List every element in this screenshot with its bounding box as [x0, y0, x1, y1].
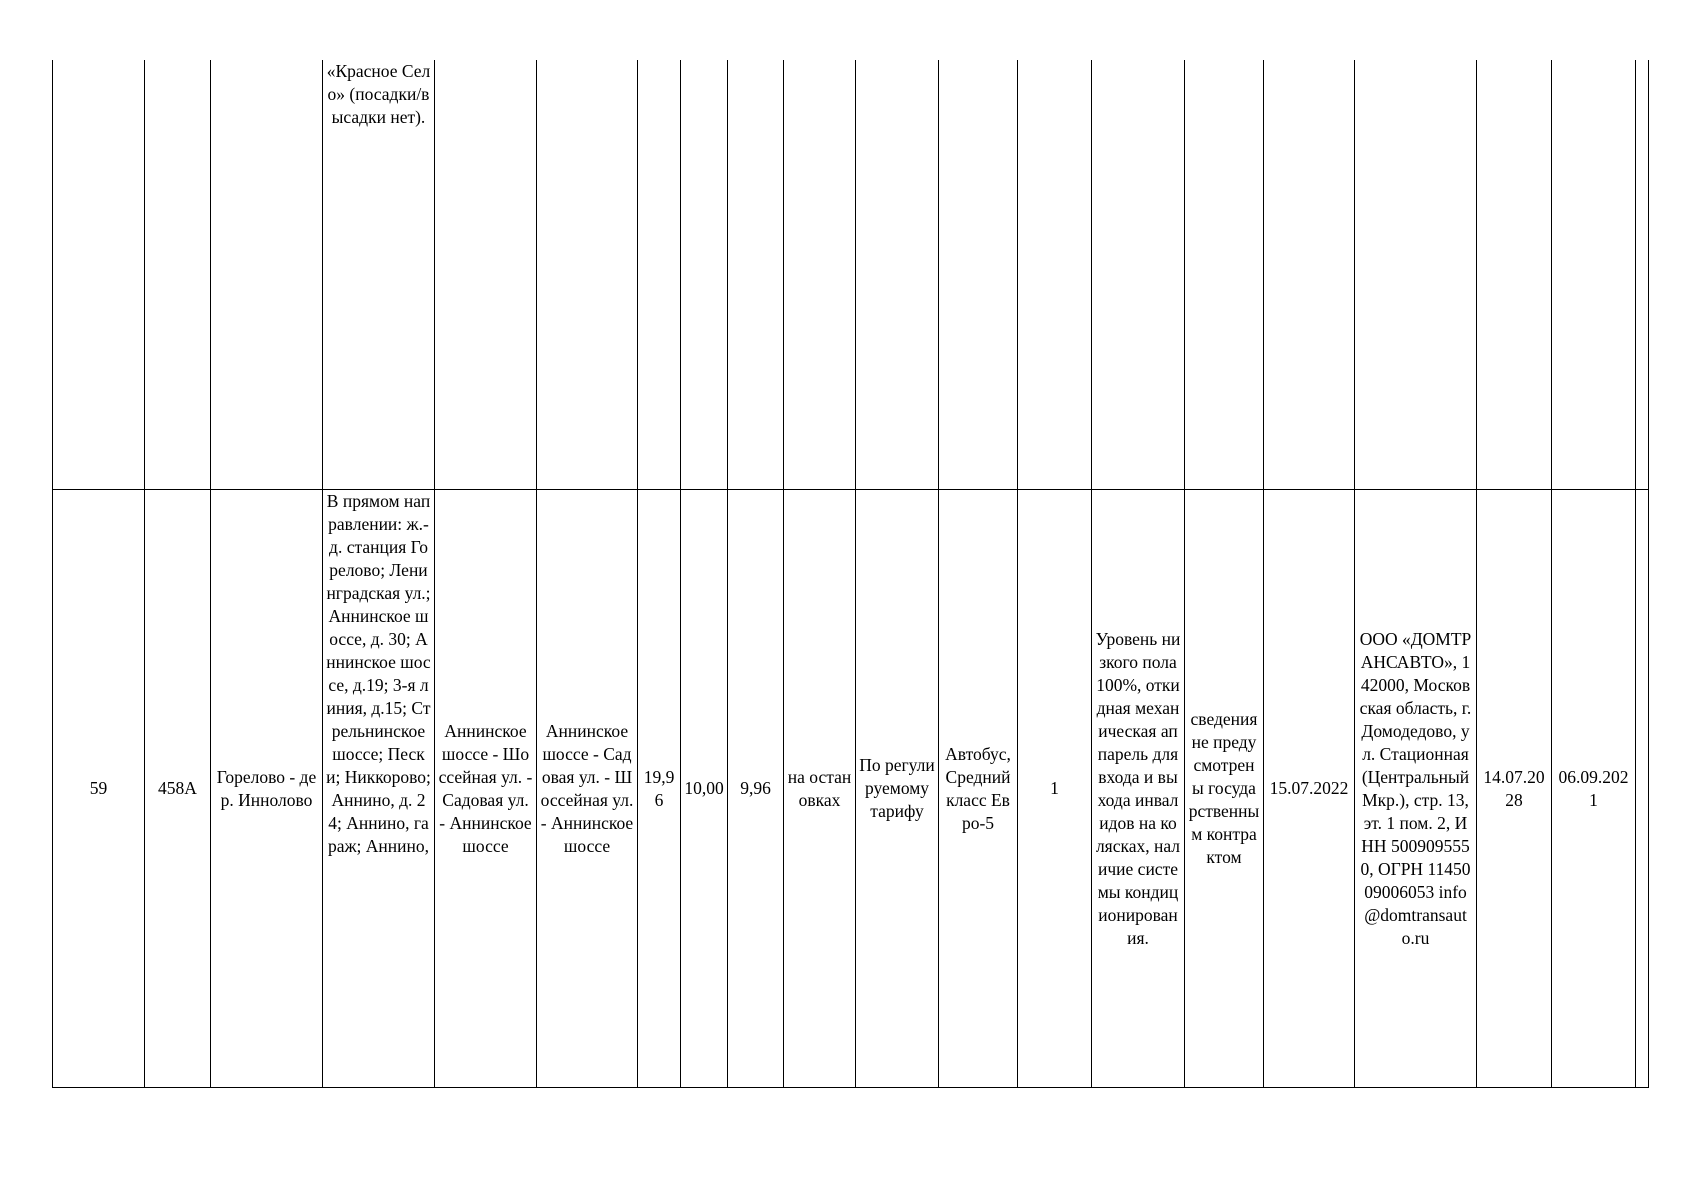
cell-stops: В прямом направлении: ж.-д. станция Горелово; Ленинградская ул.; Аннинское шоссе, д. 30; Аннинское шоссе, д.19; 3-я линия, д.15; Стрельнинское шоссе; Пески; Никкорово; Аннино, д. 24; Аннино, гараж; Аннино,: [323, 490, 435, 1088]
cont-cell-date-end: [1477, 60, 1552, 490]
cont-cell-date-start: [1264, 60, 1355, 490]
route-row-59: [53, 490, 1649, 1088]
cont-cell-streets-backward: [537, 60, 638, 490]
cont-cell-route-no: [145, 60, 211, 490]
cell-date-end: 14.07.2028: [1477, 490, 1552, 1088]
cont-cell-count: [1018, 60, 1092, 490]
cont-cell-date-reg: [1552, 60, 1636, 490]
cont-cell-boarding: [784, 60, 856, 490]
cell-boarding: на остановках: [784, 490, 856, 1088]
cont-cell-carrier: [1355, 60, 1477, 490]
cont-cell-contract: [1185, 60, 1264, 490]
cont-cell-vehicle: [939, 60, 1018, 490]
cont-cell-stops: [323, 60, 435, 490]
continued-row: [53, 60, 1649, 490]
cont-route-text: «Красное Село» (посадки/высадки нет).: [326, 61, 431, 127]
cell-streets-forward: Аннинское шоссе - Шоссейная ул. - Садовая ул. - Аннинское шоссе: [435, 490, 537, 1088]
cont-cell-num: [53, 60, 145, 490]
route-registry-table: [52, 60, 1649, 1088]
cell-len-backward: 10,00: [681, 490, 728, 1088]
cell-len-total: 9,96: [728, 490, 784, 1088]
cont-cell-features: [1092, 60, 1185, 490]
cell-date-start: 15.07.2022: [1264, 490, 1355, 1088]
cont-cell-len-backward: [681, 60, 728, 490]
cont-cell-tariff: [856, 60, 939, 490]
cell-count: 1: [1018, 490, 1092, 1088]
cell-route-no: 458А: [145, 490, 211, 1088]
cont-cell-len-forward: [638, 60, 681, 490]
cell-vehicle: Автобус, Средний класс Евро-5: [939, 490, 1018, 1088]
cell-carrier: ООО «ДОМТРАНСАВТО», 142000, Московская область, г. Домодедово, ул. Стационная (Центральный Мкр.), стр. 13, эт. 1 пом. 2, ИНН 5009095550, ОГРН 1145009006053 info@domtransauto.ru: [1355, 490, 1477, 1088]
cont-cell-len-total: [728, 60, 784, 490]
cont-cell-route-name: [211, 60, 323, 490]
cell-route-name: Горелово - дер. Иннолово: [211, 490, 323, 1088]
cell-streets-backward: Аннинское шоссе - Садовая ул. - Шоссейная ул. - Аннинское шоссе: [537, 490, 638, 1088]
cell-features: Уровень низкого пола 100%, откидная механическая аппарель для входа и выхода инвалидов на колясках, наличие системы кондиционирования.: [1092, 490, 1185, 1088]
cell-tariff: По регулируемому тарифу: [856, 490, 939, 1088]
cell-num: 59: [53, 490, 145, 1088]
cell-contract: сведения не предусмотрены государственным контрактом: [1185, 490, 1264, 1088]
cell-date-reg: 06.09.2021: [1552, 490, 1636, 1088]
cell-extra: [1636, 490, 1649, 1088]
cell-len-forward: 19,96: [638, 490, 681, 1088]
cont-cell-extra: [1636, 60, 1649, 490]
cont-cell-streets-forward: [435, 60, 537, 490]
